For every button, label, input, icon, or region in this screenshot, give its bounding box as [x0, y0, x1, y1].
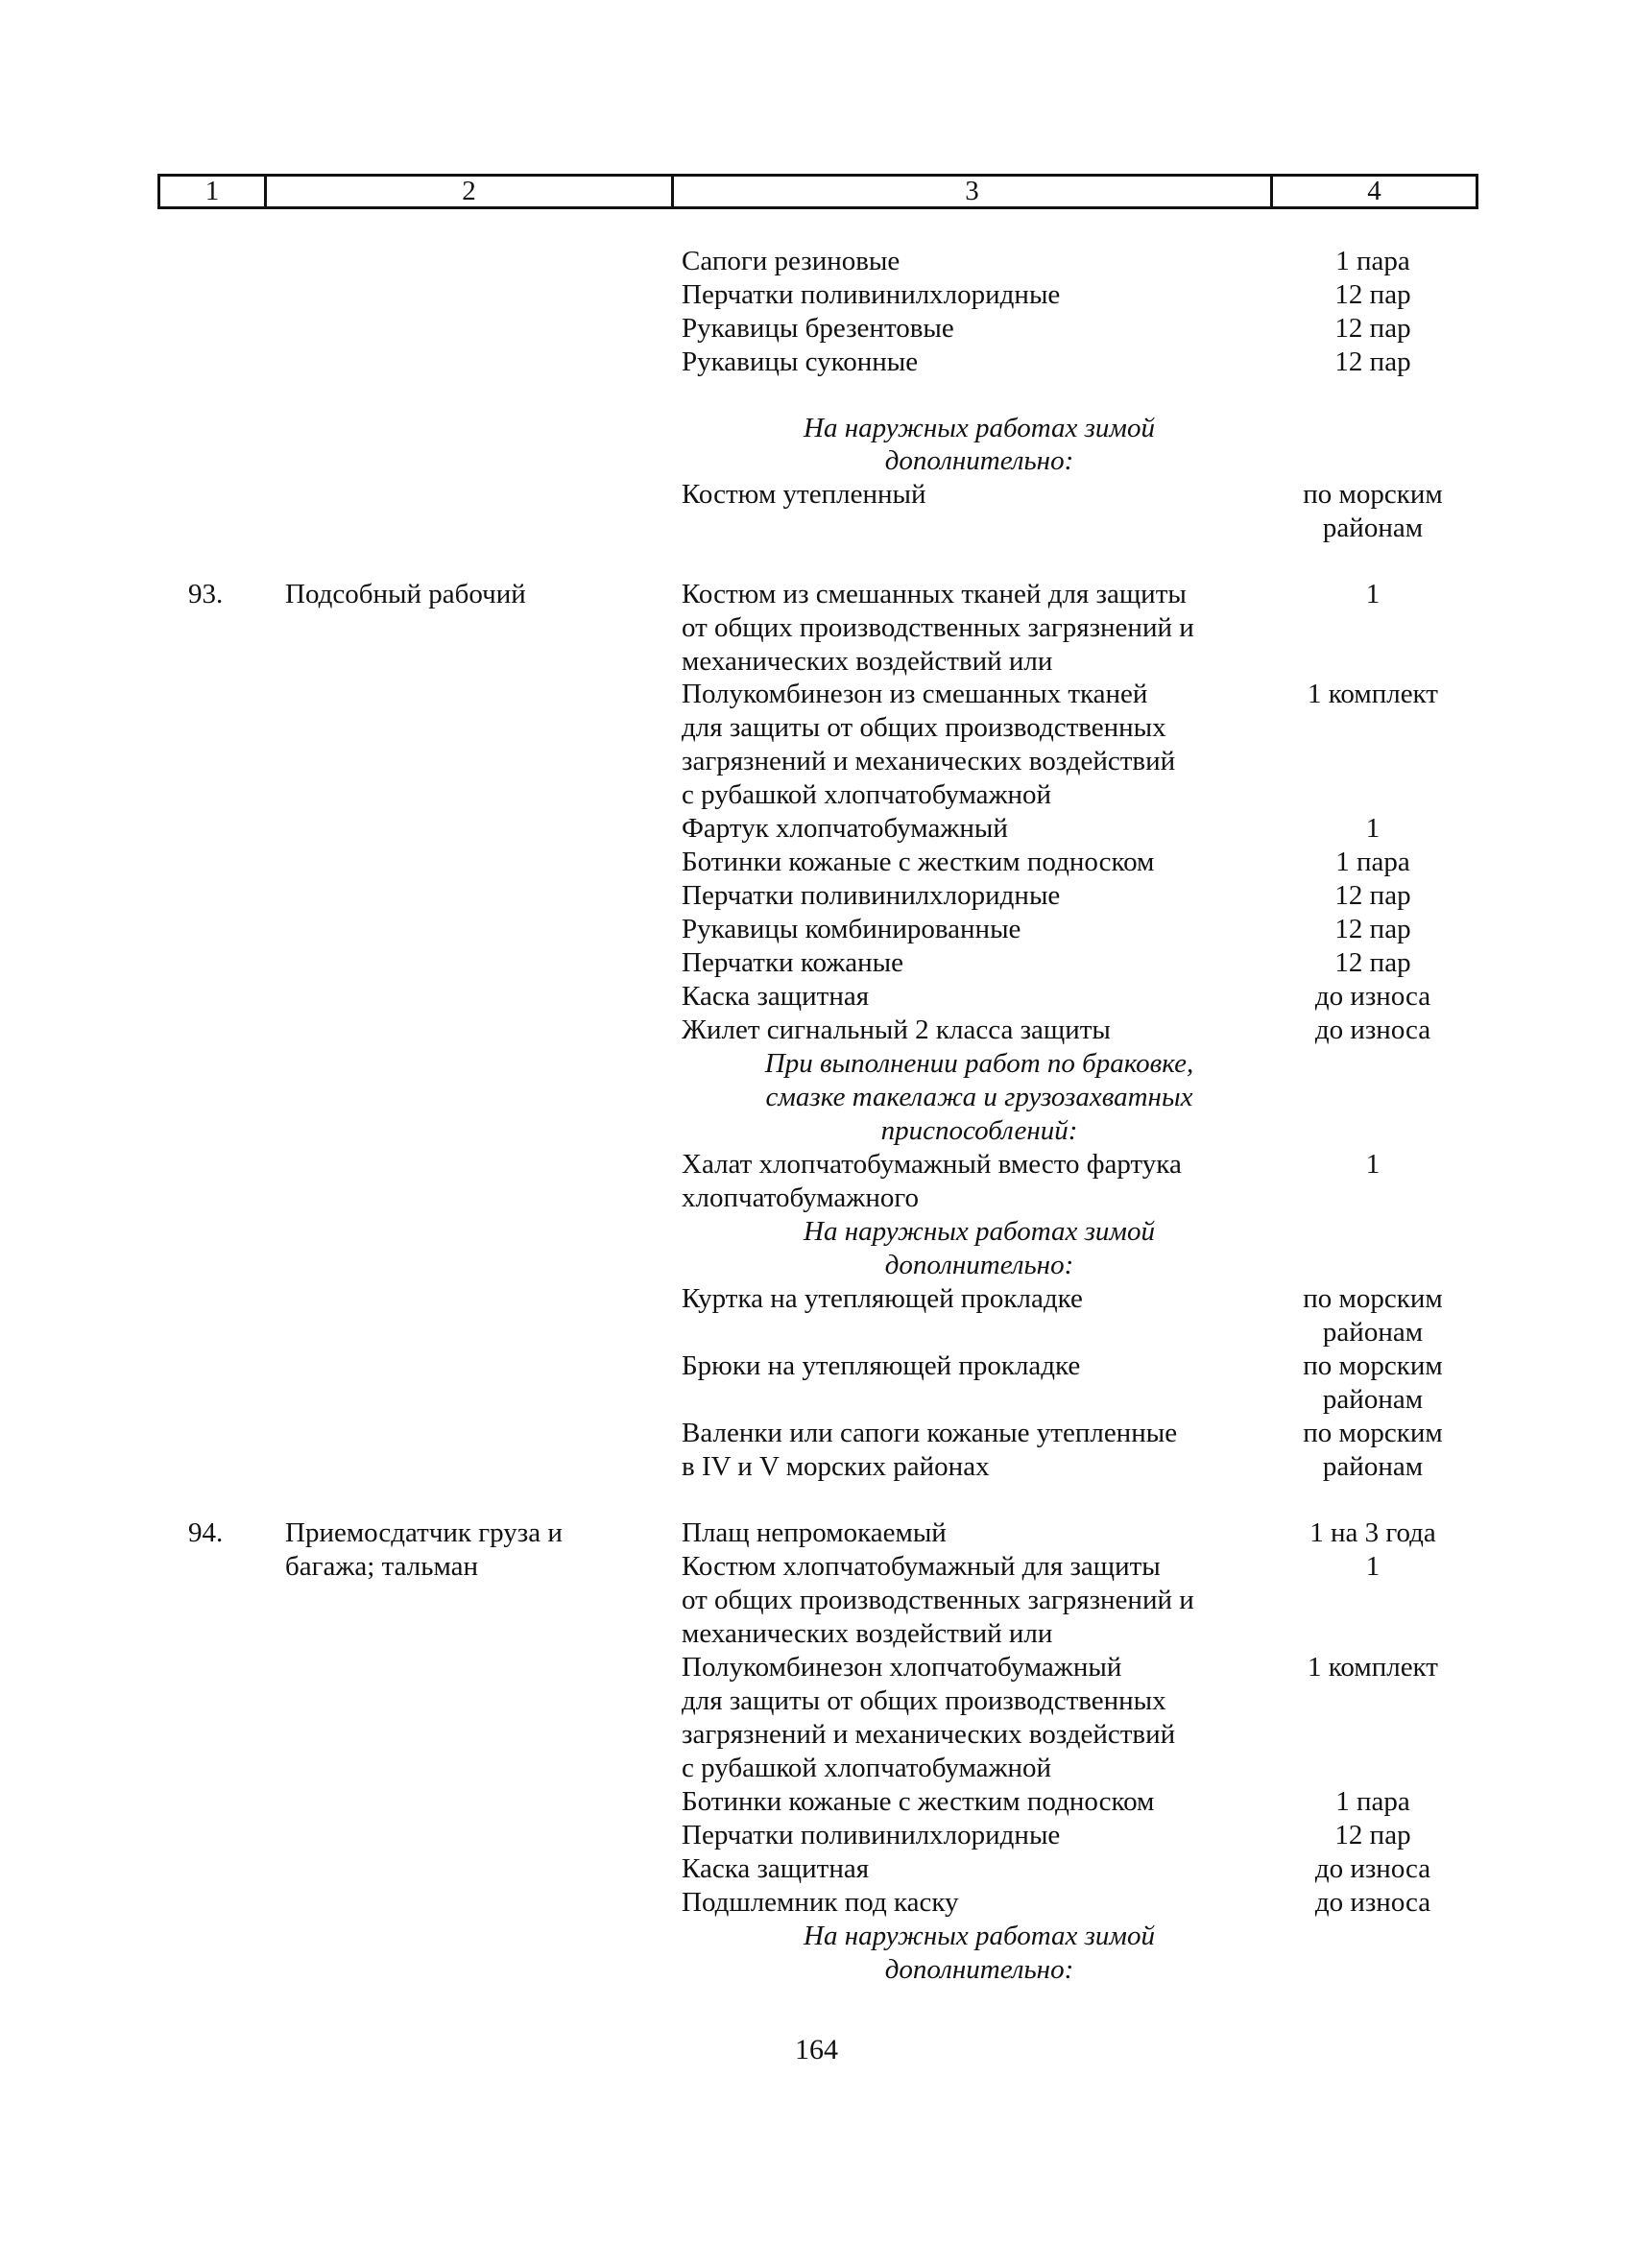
row-number: 94.	[188, 1517, 224, 1548]
section-note: На наружных работах зимой	[804, 1216, 1155, 1247]
section-note: смазке такелажа и грузозахватных	[765, 1082, 1193, 1112]
ppe-item: с рубашкой хлопчатобумажной	[682, 1753, 1052, 1783]
ppe-item: Костюм утепленный	[682, 479, 926, 510]
ppe-item: Рукавицы суконные	[682, 346, 919, 377]
ppe-item: Ботинки кожаные с жестким подноском	[682, 847, 1155, 877]
ppe-item: Каска защитная	[682, 981, 870, 1012]
quantity: районам	[1322, 1451, 1424, 1482]
section-note: На наружных работах зимой	[804, 1921, 1155, 1951]
section-note: приспособлений:	[880, 1115, 1078, 1146]
quantity: 12 пар	[1334, 1820, 1411, 1850]
quantity: 12 пар	[1334, 880, 1411, 911]
ppe-item: механических воздействий или	[682, 646, 1053, 677]
section-note: При выполнении работ по браковке,	[764, 1048, 1194, 1079]
ppe-item: загрязнений и механических воздействий	[682, 746, 1176, 776]
occupation: Подсобный рабочий	[285, 579, 526, 609]
ppe-item: Рукавицы брезентовые	[682, 313, 954, 344]
quantity: 12 пар	[1334, 346, 1411, 377]
ppe-item: Брюки на утепляющей прокладке	[682, 1350, 1081, 1381]
section-note: дополнительно:	[884, 1954, 1074, 1985]
ppe-item: от общих производственных загрязнений и	[682, 1585, 1194, 1615]
quantity: по морским	[1303, 1418, 1443, 1448]
column-header-2: 2	[267, 177, 674, 206]
quantity: 12 пар	[1334, 279, 1411, 310]
ppe-item: Рукавицы комбинированные	[682, 914, 1021, 944]
quantity: 1 пара	[1335, 1786, 1410, 1817]
ppe-item: Сапоги резиновые	[682, 246, 901, 276]
occupation: Приемосдатчик груза и	[285, 1517, 563, 1548]
ppe-item: механических воздействий или	[682, 1618, 1053, 1649]
ppe-item: от общих производственных загрязнений и	[682, 612, 1194, 643]
ppe-item: для защиты от общих производственных	[682, 712, 1166, 743]
ppe-item: Перчатки поливинилхлоридные	[682, 1820, 1061, 1850]
quantity: 1 на 3 года	[1309, 1517, 1436, 1548]
occupation: багажа; тальман	[285, 1551, 479, 1582]
ppe-item: Ботинки кожаные с жестким подноском	[682, 1786, 1155, 1817]
row-number: 93.	[188, 579, 224, 609]
ppe-item: для защиты от общих производственных	[682, 1685, 1166, 1716]
column-header-4: 4	[1367, 176, 1381, 206]
quantity: районам	[1322, 1384, 1424, 1415]
quantity: до износа	[1314, 1853, 1431, 1884]
quantity: районам	[1322, 1317, 1424, 1348]
quantity: 1 пара	[1335, 246, 1410, 276]
ppe-item: Халат хлопчатобумажный вместо фартука	[682, 1149, 1182, 1180]
ppe-item: Костюм хлопчатобумажный для защиты	[682, 1551, 1161, 1582]
quantity: 1	[1365, 1551, 1381, 1582]
ppe-item: Плащ непромокаемый	[682, 1517, 947, 1548]
quantity: по морским	[1303, 1350, 1443, 1381]
ppe-item: Полукомбинезон хлопчатобумажный	[682, 1652, 1122, 1683]
quantity: до износа	[1314, 1015, 1431, 1045]
ppe-item: в IV и V морских районах	[682, 1451, 990, 1482]
quantity: 1	[1365, 1149, 1381, 1180]
column-header-row	[157, 174, 1478, 209]
quantity: районам	[1322, 513, 1424, 543]
quantity: 12 пар	[1334, 947, 1411, 978]
quantity: 1	[1365, 579, 1381, 609]
quantity: по морским	[1303, 1283, 1443, 1314]
ppe-item: Подшлемник под каску	[682, 1887, 959, 1918]
ppe-item: загрязнений и механических воздействий	[682, 1719, 1176, 1750]
quantity: 1	[1365, 813, 1381, 844]
quantity: до износа	[1314, 981, 1431, 1012]
page-number: 164	[795, 2034, 838, 2065]
quantity: 12 пар	[1334, 313, 1411, 344]
section-note: На наружных работах зимой	[804, 413, 1155, 443]
ppe-item: Жилет сигнальный 2 класса защиты	[682, 1015, 1111, 1045]
ppe-item: Фартук хлопчатобумажный	[682, 813, 1008, 844]
section-note: дополнительно:	[884, 1250, 1074, 1280]
column-header-1: 1	[160, 177, 267, 206]
column-header-3: 3	[674, 177, 1273, 206]
ppe-item: Костюм из смешанных тканей для защиты	[682, 579, 1187, 609]
ppe-item: Перчатки кожаные	[682, 947, 904, 978]
quantity: по морским	[1303, 479, 1443, 510]
ppe-item: с рубашкой хлопчатобумажной	[682, 779, 1052, 810]
ppe-item: Перчатки поливинилхлоридные	[682, 279, 1061, 310]
quantity: 1 комплект	[1308, 1652, 1438, 1683]
ppe-item: Перчатки поливинилхлоридные	[682, 880, 1061, 911]
quantity: 12 пар	[1334, 914, 1411, 944]
ppe-item: Куртка на утепляющей прокладке	[682, 1283, 1083, 1314]
ppe-item: Валенки или сапоги кожаные утепленные	[682, 1418, 1178, 1448]
ppe-item: Каска защитная	[682, 1853, 870, 1884]
quantity: до износа	[1314, 1887, 1431, 1918]
quantity: 1 пара	[1335, 847, 1410, 877]
ppe-item: хлопчатобумажного	[682, 1182, 920, 1213]
section-note: дополнительно:	[884, 445, 1074, 476]
quantity: 1 комплект	[1308, 679, 1438, 709]
ppe-item: Полукомбинезон из смешанных тканей	[682, 679, 1148, 709]
